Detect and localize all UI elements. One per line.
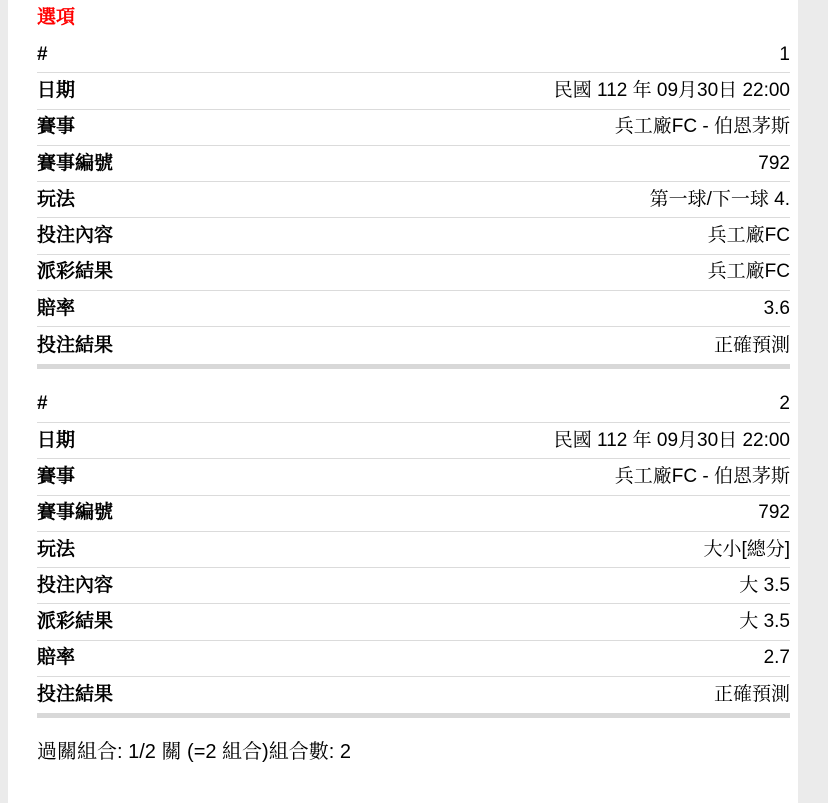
row-label: 日期 bbox=[37, 79, 76, 101]
row-bet-content bbox=[37, 218, 790, 254]
row-label: 賽事 bbox=[37, 465, 76, 487]
row-value: 兵工廠FC - 伯恩茅斯 bbox=[614, 465, 790, 487]
section-divider bbox=[37, 713, 790, 718]
row-bet-type bbox=[37, 532, 790, 568]
bet-details-card bbox=[8, 0, 798, 803]
row-label: 賽事 bbox=[37, 116, 76, 138]
row-match bbox=[37, 459, 790, 495]
row-value: 2.7 bbox=[763, 647, 790, 669]
row-value: 1 bbox=[779, 43, 790, 65]
row-match bbox=[37, 110, 790, 146]
row-value: 民國 112 年 09月30日 22:00 bbox=[553, 79, 790, 101]
page-title: 選項 bbox=[37, 7, 76, 28]
row-label: # bbox=[37, 393, 48, 415]
parlay-summary: 過關組合: 1/2 關 (=2 組合)組合數: 2 bbox=[37, 741, 351, 764]
row-bet-result bbox=[37, 677, 790, 713]
row-value: 兵工廠FC bbox=[707, 225, 790, 247]
row-value: 大 3.5 bbox=[739, 611, 790, 633]
row-label: 派彩結果 bbox=[37, 611, 114, 633]
row-value: 兵工廠FC - 伯恩茅斯 bbox=[614, 116, 790, 138]
row-value: 第一球/下一球 4. bbox=[649, 188, 790, 210]
row-odds bbox=[37, 641, 790, 677]
row-value: 正確預測 bbox=[713, 684, 790, 706]
row-bet-result bbox=[37, 327, 790, 363]
row-date bbox=[37, 73, 790, 109]
row-number bbox=[37, 37, 790, 73]
row-label: 玩法 bbox=[37, 188, 76, 210]
row-value: 兵工廠FC bbox=[707, 261, 790, 283]
row-odds bbox=[37, 291, 790, 327]
row-value: 792 bbox=[758, 152, 790, 174]
bet-leg-1-table bbox=[37, 37, 790, 364]
row-label: 賠率 bbox=[37, 647, 76, 669]
row-label: # bbox=[37, 43, 48, 65]
row-label: 賽事編號 bbox=[37, 152, 114, 174]
row-label: 日期 bbox=[37, 429, 76, 451]
row-payout-result bbox=[37, 604, 790, 640]
row-label: 投注內容 bbox=[37, 225, 114, 247]
row-label: 投注結果 bbox=[37, 684, 114, 706]
row-bet-content bbox=[37, 568, 790, 604]
row-value: 2 bbox=[779, 393, 790, 415]
row-value: 大 3.5 bbox=[739, 574, 790, 596]
row-label: 投注內容 bbox=[37, 574, 114, 596]
row-payout-result bbox=[37, 255, 790, 291]
row-match-id bbox=[37, 496, 790, 532]
row-value: 大小[總分] bbox=[703, 538, 790, 560]
row-label: 賽事編號 bbox=[37, 502, 114, 524]
row-match-id bbox=[37, 146, 790, 182]
row-value: 792 bbox=[758, 502, 790, 524]
row-bet-type bbox=[37, 182, 790, 218]
row-number bbox=[37, 387, 790, 423]
bet-leg-2-table bbox=[37, 387, 790, 714]
row-label: 賠率 bbox=[37, 297, 76, 319]
row-label: 玩法 bbox=[37, 538, 76, 560]
row-date bbox=[37, 423, 790, 459]
row-value: 民國 112 年 09月30日 22:00 bbox=[553, 429, 790, 451]
row-label: 派彩結果 bbox=[37, 261, 114, 283]
section-divider bbox=[37, 364, 790, 369]
row-value: 正確預測 bbox=[713, 334, 790, 356]
row-label: 投注結果 bbox=[37, 334, 114, 356]
row-value: 3.6 bbox=[763, 297, 790, 319]
